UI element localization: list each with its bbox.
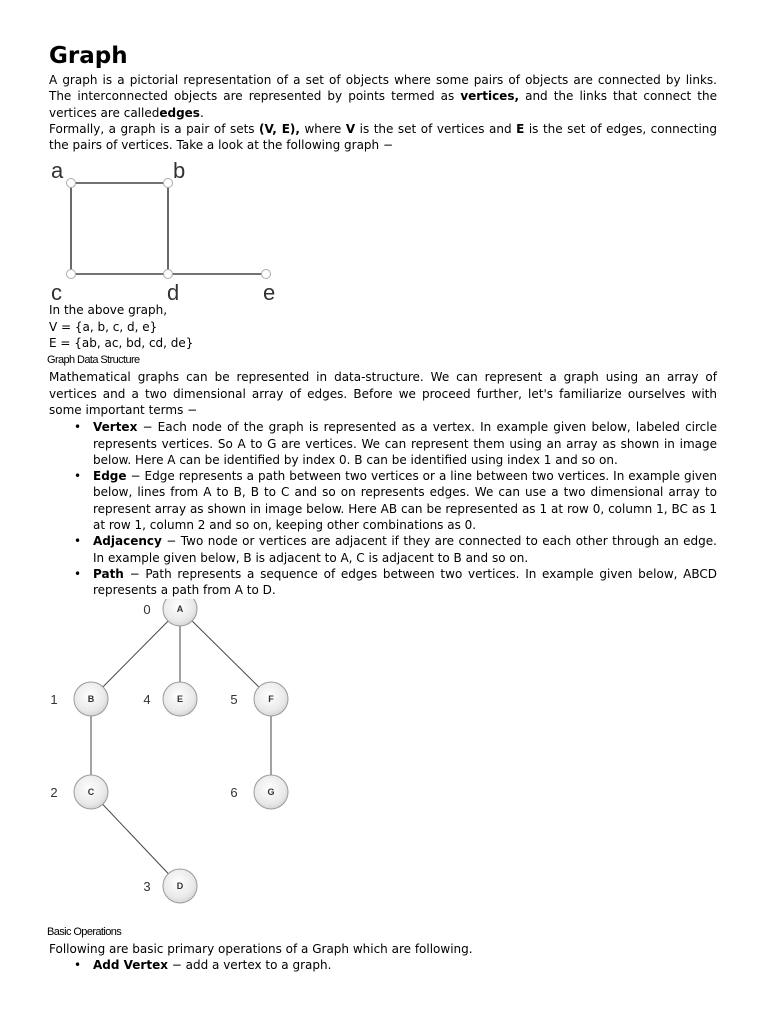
section-paragraph: Following are basic primary operations of a Graph which are following. [49, 941, 473, 956]
index-label-g: 6 [230, 784, 238, 800]
list-item [93, 566, 717, 599]
term-desc: − Each node of the graph is represented as a vertex. In example given below, labeled circle represents vertices. So A to G are vertices. We can represent them using an array as shown in image below. Here A can be identified by index 0. B can be identified using index 1 and so on. [93, 420, 717, 467]
index-label-b: 1 [50, 691, 58, 707]
bold-edges: edges [159, 105, 200, 120]
label-a: a [51, 158, 64, 184]
intro-paragraph-2 [49, 121, 717, 154]
tree-graph-figure [49, 599, 349, 923]
intro-paragraph-1 [49, 72, 717, 121]
index-label-f: 5 [230, 691, 238, 707]
node-label-e: E [176, 693, 184, 704]
term-add-vertex: Add Vertex [93, 957, 168, 972]
simple-graph-figure [49, 156, 289, 302]
bold-v: V [345, 121, 356, 136]
term-adjacency: Adjacency [93, 534, 162, 549]
text-run: where [299, 121, 346, 136]
label-d: d [167, 280, 180, 303]
edge-ab [91, 609, 180, 699]
list-item [93, 419, 717, 468]
index-label-d: 3 [143, 878, 151, 894]
label-b: b [173, 158, 186, 184]
section-paragraph: Mathematical graphs can be represented in data-structure. We can represent a graph using an array of vertices and a two dimensional array of edges. Before we proceed further, let's familiarize ourselves with some important terms − [49, 370, 717, 417]
graph-caption-line: In the above graph, [49, 303, 168, 318]
vertex-c [67, 270, 76, 279]
term-edge: Edge [93, 469, 127, 484]
text-run: and the links that connect the vertices are called [49, 89, 718, 120]
term-vertex: Vertex [93, 420, 138, 435]
vertex-a [67, 179, 76, 188]
term-desc: − add a vertex to a graph. [167, 957, 332, 972]
list-item [93, 468, 717, 533]
label-e: e [263, 280, 276, 303]
index-label-c: 2 [50, 784, 58, 800]
index-label-a: 0 [143, 601, 151, 617]
text-run: A graph is a pictorial representation of a set of objects where some pairs of objects are connected by links. The interconnected objects are represented by points termed as [49, 73, 717, 104]
text-run: is the set of edges, connecting the pairs of vertices. Take a look at the following graph − [49, 121, 718, 153]
section-heading-graph-data-structure: Graph Data Structure [47, 354, 140, 367]
edge-af [180, 609, 271, 699]
label-c: c [51, 280, 62, 303]
page-title: Graph [49, 43, 128, 69]
bold-e: E [516, 121, 525, 136]
graph-caption-line: V = {a, b, c, d, e} [49, 319, 158, 334]
index-label-e: 4 [143, 691, 151, 707]
graph-caption-line: E = {ab, ac, bd, cd, de} [49, 336, 194, 351]
node-label-c: C [87, 786, 95, 797]
edge-cd [91, 792, 180, 886]
terms-list [49, 419, 717, 598]
term-path: Path [93, 566, 124, 581]
text-run: Formally, a graph is a pair of sets [49, 121, 260, 136]
vertex-d [164, 270, 173, 279]
text-run: . [199, 105, 204, 120]
term-desc: − Edge represents a path between two vertices or a line between two vertices. In example given below, lines from A to B, B to C and so on represents edges. We can use a two dimensional array to represent array as shown in image below. Here AB can be represented as 1 at row 0, column 1, BC as 1 at row 1, column 2 and so on, keeping other combinations as 0. [93, 469, 717, 533]
vertex-e [262, 270, 271, 279]
document-page [49, 40, 717, 973]
bold-vertices: vertices, [460, 89, 520, 104]
node-label-a: A [176, 603, 184, 614]
section-heading-basic-operations: Basic Operations [47, 925, 122, 938]
bold-ve: (V, E), [259, 121, 300, 136]
term-desc: − Path represents a sequence of edges between two vertices. In example given below, ABCD represents a path from A to D. [93, 566, 717, 598]
node-label-f: F [268, 693, 274, 704]
operations-list [49, 957, 717, 973]
node-label-g: G [267, 786, 275, 797]
list-item [93, 957, 717, 973]
list-item [93, 533, 717, 566]
text-run: is the set of vertices and [355, 121, 517, 136]
node-label-d: D [176, 880, 184, 891]
node-label-b: B [87, 693, 95, 704]
term-desc: − Two node or vertices are adjacent if they are connected to each other through an edge. In example given below, B is adjacent to A, C is adjacent to B and so on. [93, 534, 717, 565]
vertex-b [164, 179, 173, 188]
